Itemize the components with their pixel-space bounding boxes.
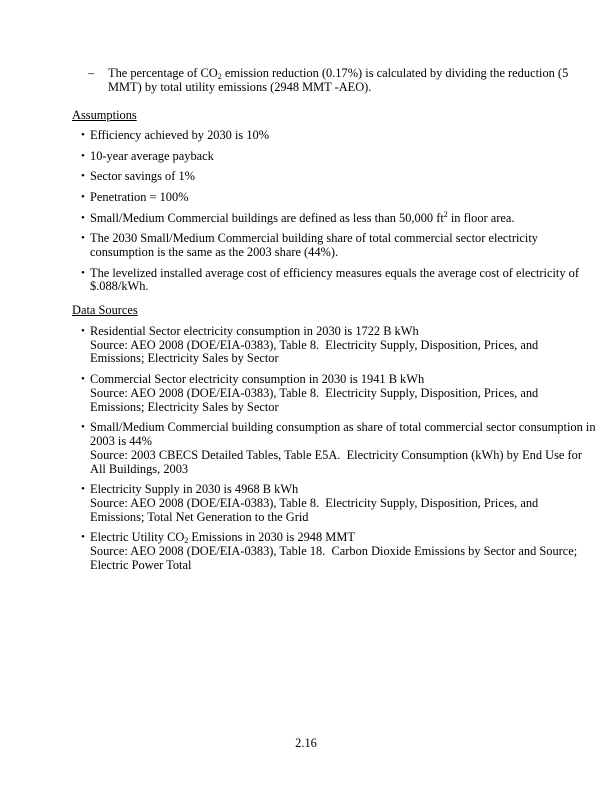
dash-item-text xyxy=(108,67,568,95)
bullet-marker: • xyxy=(81,531,85,544)
list-item xyxy=(72,530,578,572)
data-sources-list xyxy=(72,323,596,573)
bullet-marker: • xyxy=(81,483,85,496)
list-item xyxy=(72,232,546,260)
dash-marker: – xyxy=(88,66,95,80)
list-item xyxy=(72,191,546,205)
text-line: Sector savings of 1% xyxy=(90,169,195,184)
bullet-marker: • xyxy=(81,421,85,434)
text-line: The 2030 Small/Medium Commercial building share of total commercial sector electricity xyxy=(90,231,538,246)
source-line: Emissions; Electricity Sales by Sector xyxy=(90,399,279,414)
text-line: $.088/kWh. xyxy=(90,279,149,294)
list-item-text xyxy=(90,232,546,260)
text-line: Small/Medium Commercial building consumption as share of total commercial sector consumption in xyxy=(90,420,596,435)
source-line: Source: 2003 CBECS Detailed Tables, Table E5A. Electricity Consumption (kWh) by End Use for xyxy=(90,447,582,462)
superscript: 2 xyxy=(443,210,448,220)
bullet-marker: • xyxy=(81,149,85,162)
list-item-text xyxy=(90,212,546,226)
text-line: The levelized installed average cost of efficiency measures equals the average cost of electricity of xyxy=(90,265,579,280)
source-line: Source: AEO 2008 (DOE/EIA-0383), Table 8. Electricity Supply, Disposition, Prices, and xyxy=(90,385,539,400)
text-line xyxy=(90,212,546,226)
assumptions-list xyxy=(72,128,579,294)
text-segment: in floor area. xyxy=(447,210,515,225)
bullet-marker: • xyxy=(81,211,85,224)
text-segment: The percentage of CO xyxy=(108,66,218,80)
text-segment: Small/Medium Commercial buildings are defined as less than 50,000 ft xyxy=(90,210,444,225)
text-line: 2003 is 44% xyxy=(90,433,152,448)
text-segment: emission reduction (0.17%) is calculated by dividing the reduction (5 xyxy=(221,66,569,80)
page-number: 2.16 xyxy=(295,736,317,750)
page-content xyxy=(72,66,596,573)
text-line: Penetration = 100% xyxy=(90,189,189,204)
source-line: Source: AEO 2008 (DOE/EIA-0383), Table 18. Carbon Dioxide Emissions by Sector and Source; xyxy=(90,544,578,559)
source-line: Source: AEO 2008 (DOE/EIA-0383), Table 8. Electricity Supply, Disposition, Prices, and xyxy=(90,495,539,510)
list-item xyxy=(72,129,546,143)
assumptions-heading: Assumptions xyxy=(72,107,137,122)
data-sources-heading: Data Sources xyxy=(72,303,138,318)
list-item-text xyxy=(90,265,579,295)
text-line: Electricity Supply in 2030 is 4968 B kWh xyxy=(90,482,299,497)
bullet-marker: • xyxy=(81,266,85,279)
list-item xyxy=(72,170,546,184)
list-item-text xyxy=(90,129,546,143)
list-item-text xyxy=(90,325,546,366)
text-line: Commercial Sector electricity consumption in 2030 is 1941 B kWh xyxy=(90,371,425,386)
list-item-text xyxy=(90,373,546,414)
bullet-marker: • xyxy=(81,324,85,337)
list-item xyxy=(72,325,546,366)
source-line: Source: AEO 2008 (DOE/EIA-0383), Table 8. Electricity Supply, Disposition, Prices, and xyxy=(90,337,539,352)
list-item-text xyxy=(90,170,546,184)
source-line: Emissions; Total Net Generation to the Grid xyxy=(90,509,309,524)
text-line: consumption is the same as the 2003 share (44%). xyxy=(90,244,339,259)
source-line: Electric Power Total xyxy=(90,557,192,572)
list-item xyxy=(72,420,596,476)
list-item xyxy=(72,373,546,414)
text-line: 10-year average payback xyxy=(90,148,214,163)
text-line xyxy=(108,67,568,81)
text-line: Efficiency achieved by 2030 is 10% xyxy=(90,128,270,143)
text-line: Residential Sector electricity consumption in 2030 is 1722 B kWh xyxy=(90,323,419,338)
dash-list-item xyxy=(88,66,569,95)
subscript: 2 xyxy=(217,72,222,81)
text-line xyxy=(90,531,546,545)
list-item-text xyxy=(90,483,546,524)
list-item-text xyxy=(90,530,578,572)
list-item xyxy=(72,483,546,524)
bullet-marker: • xyxy=(81,190,85,203)
bullet-marker: • xyxy=(81,129,85,142)
bullet-marker: • xyxy=(81,372,85,385)
list-item xyxy=(72,265,579,295)
source-line: All Buildings, 2003 xyxy=(90,461,189,476)
text-segment: Electric Utility CO xyxy=(90,530,185,545)
text-segment: Emissions in 2030 is 2948 MMT xyxy=(188,530,355,545)
subscript: 2 xyxy=(184,536,189,546)
list-item xyxy=(72,150,546,164)
list-item-text xyxy=(90,150,546,164)
bullet-marker: • xyxy=(81,170,85,183)
text-line: MMT) by total utility emissions (2948 MMT -AEO). xyxy=(108,79,372,94)
list-item xyxy=(72,212,546,226)
list-item-text xyxy=(90,191,546,205)
list-item-text xyxy=(90,420,596,476)
bullet-marker: • xyxy=(81,232,85,245)
source-line: Emissions; Electricity Sales by Sector xyxy=(90,351,279,366)
